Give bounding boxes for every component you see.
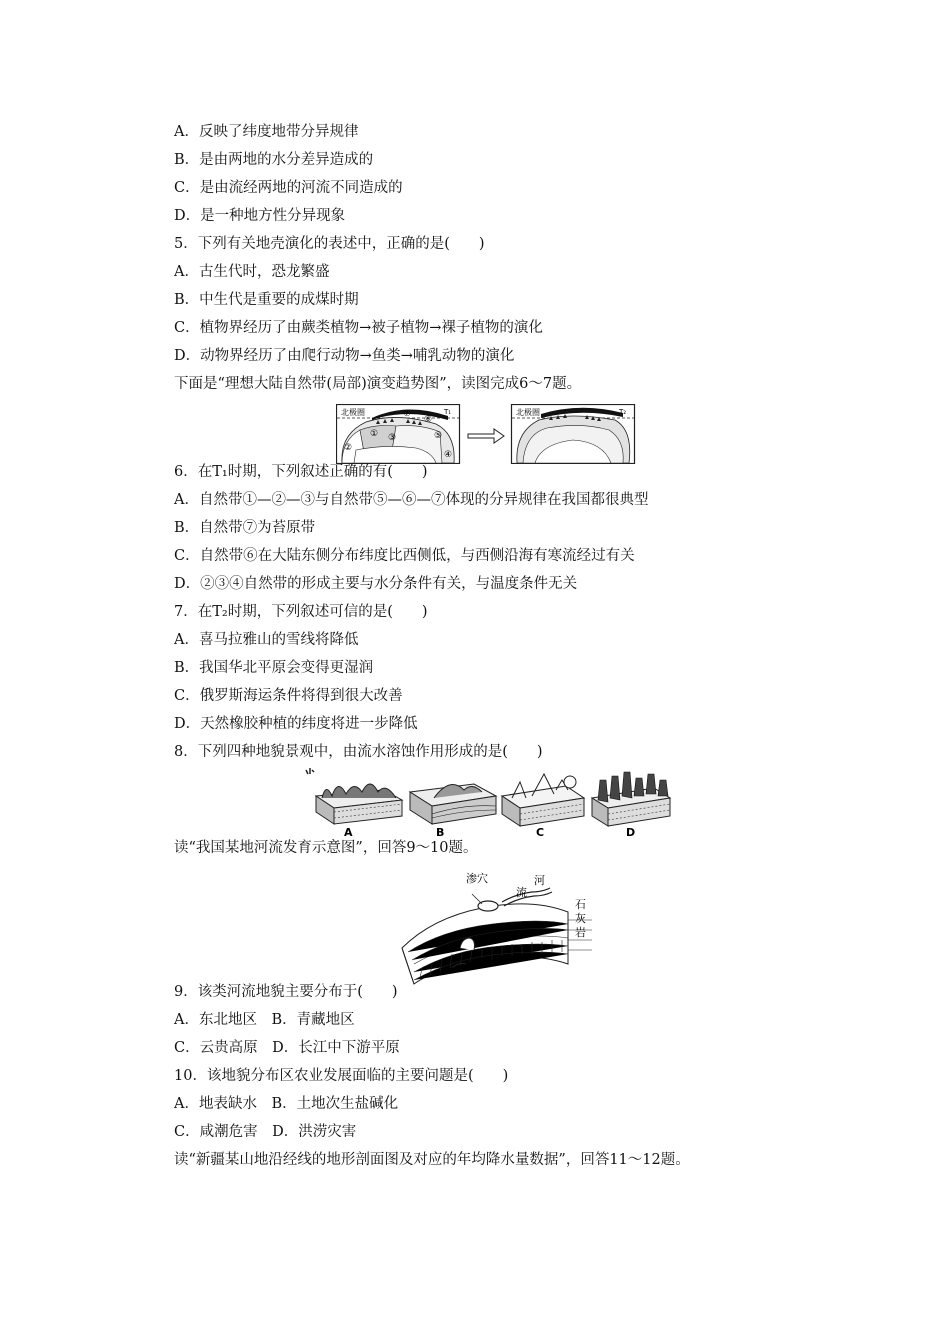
landform-b-block — [410, 784, 496, 824]
t2-label: T₂ — [619, 408, 627, 416]
option-6b: B．自然带⑦为苔原带 — [174, 520, 316, 536]
question-7: 7．在T₂时期，下列叙述可信的是( ) — [174, 604, 428, 620]
option-4a: A．反映了纬度地带分异规律 — [174, 124, 359, 140]
options-10cd: C．咸潮危害 D．洪涝灾害 — [174, 1124, 357, 1140]
t2-panel — [512, 405, 635, 464]
t1-label: T₁ — [444, 408, 452, 416]
landform-a-label: A — [344, 826, 353, 838]
zone-6-label: ⑥ — [424, 415, 433, 425]
option-6c: C．自然带⑥在大陆东侧分布纬度比西侧低，与西侧沿海有寒流经过有关 — [174, 548, 635, 564]
landform-a-block — [316, 784, 402, 824]
natural-zone-evolution-figure — [336, 404, 636, 464]
option-7d: D．天然橡胶种植的纬度将进一步降低 — [174, 716, 418, 732]
option-5a: A．古生代时，恐龙繁盛 — [174, 264, 330, 280]
river-label-1: 河 — [534, 874, 545, 887]
question-6: 6．在T₁时期，下列叙述正确的有( ) — [174, 464, 428, 480]
landform-options-figure — [304, 768, 674, 838]
option-6d: D．②③④自然带的形成主要与水分条件有关，与温度条件无关 — [174, 576, 578, 592]
option-7c: C．俄罗斯海运条件将得到很大改善 — [174, 688, 403, 704]
seepage-label: 渗穴 — [466, 872, 488, 885]
river-label-2: 流 — [516, 886, 527, 899]
option-4b: B．是由两地的水分差异造成的 — [174, 152, 374, 168]
zone-3-label: ③ — [388, 433, 397, 443]
intro-9-10: 读“我国某地河流发育示意图”，回答9～10题。 — [174, 840, 478, 856]
option-4c: C．是由流经两地的河流不同造成的 — [174, 180, 403, 196]
option-7a: A．喜马拉雅山的雪线将降低 — [174, 632, 359, 648]
options-10ab: A．地表缺水 B．土地次生盐碱化 — [174, 1096, 399, 1112]
landform-b-label: B — [436, 826, 445, 838]
karst-river-figure — [392, 868, 598, 986]
evolution-arrow — [468, 429, 504, 443]
zone-1-label: ① — [370, 429, 379, 439]
option-5c: C．植物界经历了由蕨类植物→被子植物→裸子植物的演化 — [174, 320, 543, 336]
option-4d: D．是一种地方性分异现象 — [174, 208, 346, 224]
option-5b: B．中生代是重要的成煤时期 — [174, 292, 359, 308]
option-7b: B．我国华北平原会变得更湿润 — [174, 660, 374, 676]
option-5d: D．动物界经历了由爬行动物→鱼类→哺乳动物的演化 — [174, 348, 515, 364]
limestone-label-1: 石 — [575, 898, 586, 911]
intro-11-12: 读“新疆某山地沿经线的地形剖面图及对应的年均降水量数据”，回答11～12题。 — [174, 1152, 690, 1168]
question-10: 10．该地貌分布区农业发展面临的主要问题是( ) — [174, 1068, 509, 1084]
landform-d-block — [592, 772, 670, 826]
t1-panel — [337, 405, 460, 464]
options-9ab: A．东北地区 B．青藏地区 — [174, 1012, 355, 1028]
intro-6-7: 下面是“理想大陆自然带(局部)演变趋势图”，读图完成6～7题。 — [174, 376, 582, 392]
limestone-label-2: 灰 — [575, 912, 586, 925]
arctic-circle-label-left: 北极圈 — [341, 408, 365, 417]
arctic-circle-label-right: 北极圈 — [516, 408, 540, 417]
zone-5-label: ⑤ — [434, 431, 443, 441]
landform-d-label: D — [626, 826, 636, 838]
zone-2-label: ② — [344, 443, 353, 453]
landform-c-label: C — [536, 826, 545, 838]
question-8: 8．下列四种地貌景观中，由流水溶蚀作用形成的是( ) — [174, 744, 543, 760]
question-5: 5．下列有关地壳演化的表述中，正确的是( ) — [174, 236, 485, 252]
question-9: 9．该类河流地貌主要分布于( ) — [174, 984, 398, 1000]
zone-4-label: ④ — [444, 450, 453, 460]
options-9cd: C．云贵高原 D．长江中下游平原 — [174, 1040, 400, 1056]
option-6a: A．自然带①—②—③与自然带⑤—⑥—⑦体现的分异规律在我国都很典型 — [174, 492, 649, 508]
landform-c-block — [502, 774, 584, 826]
zone-7-label: ⑦ — [403, 409, 412, 419]
limestone-label-3: 岩 — [575, 926, 586, 939]
